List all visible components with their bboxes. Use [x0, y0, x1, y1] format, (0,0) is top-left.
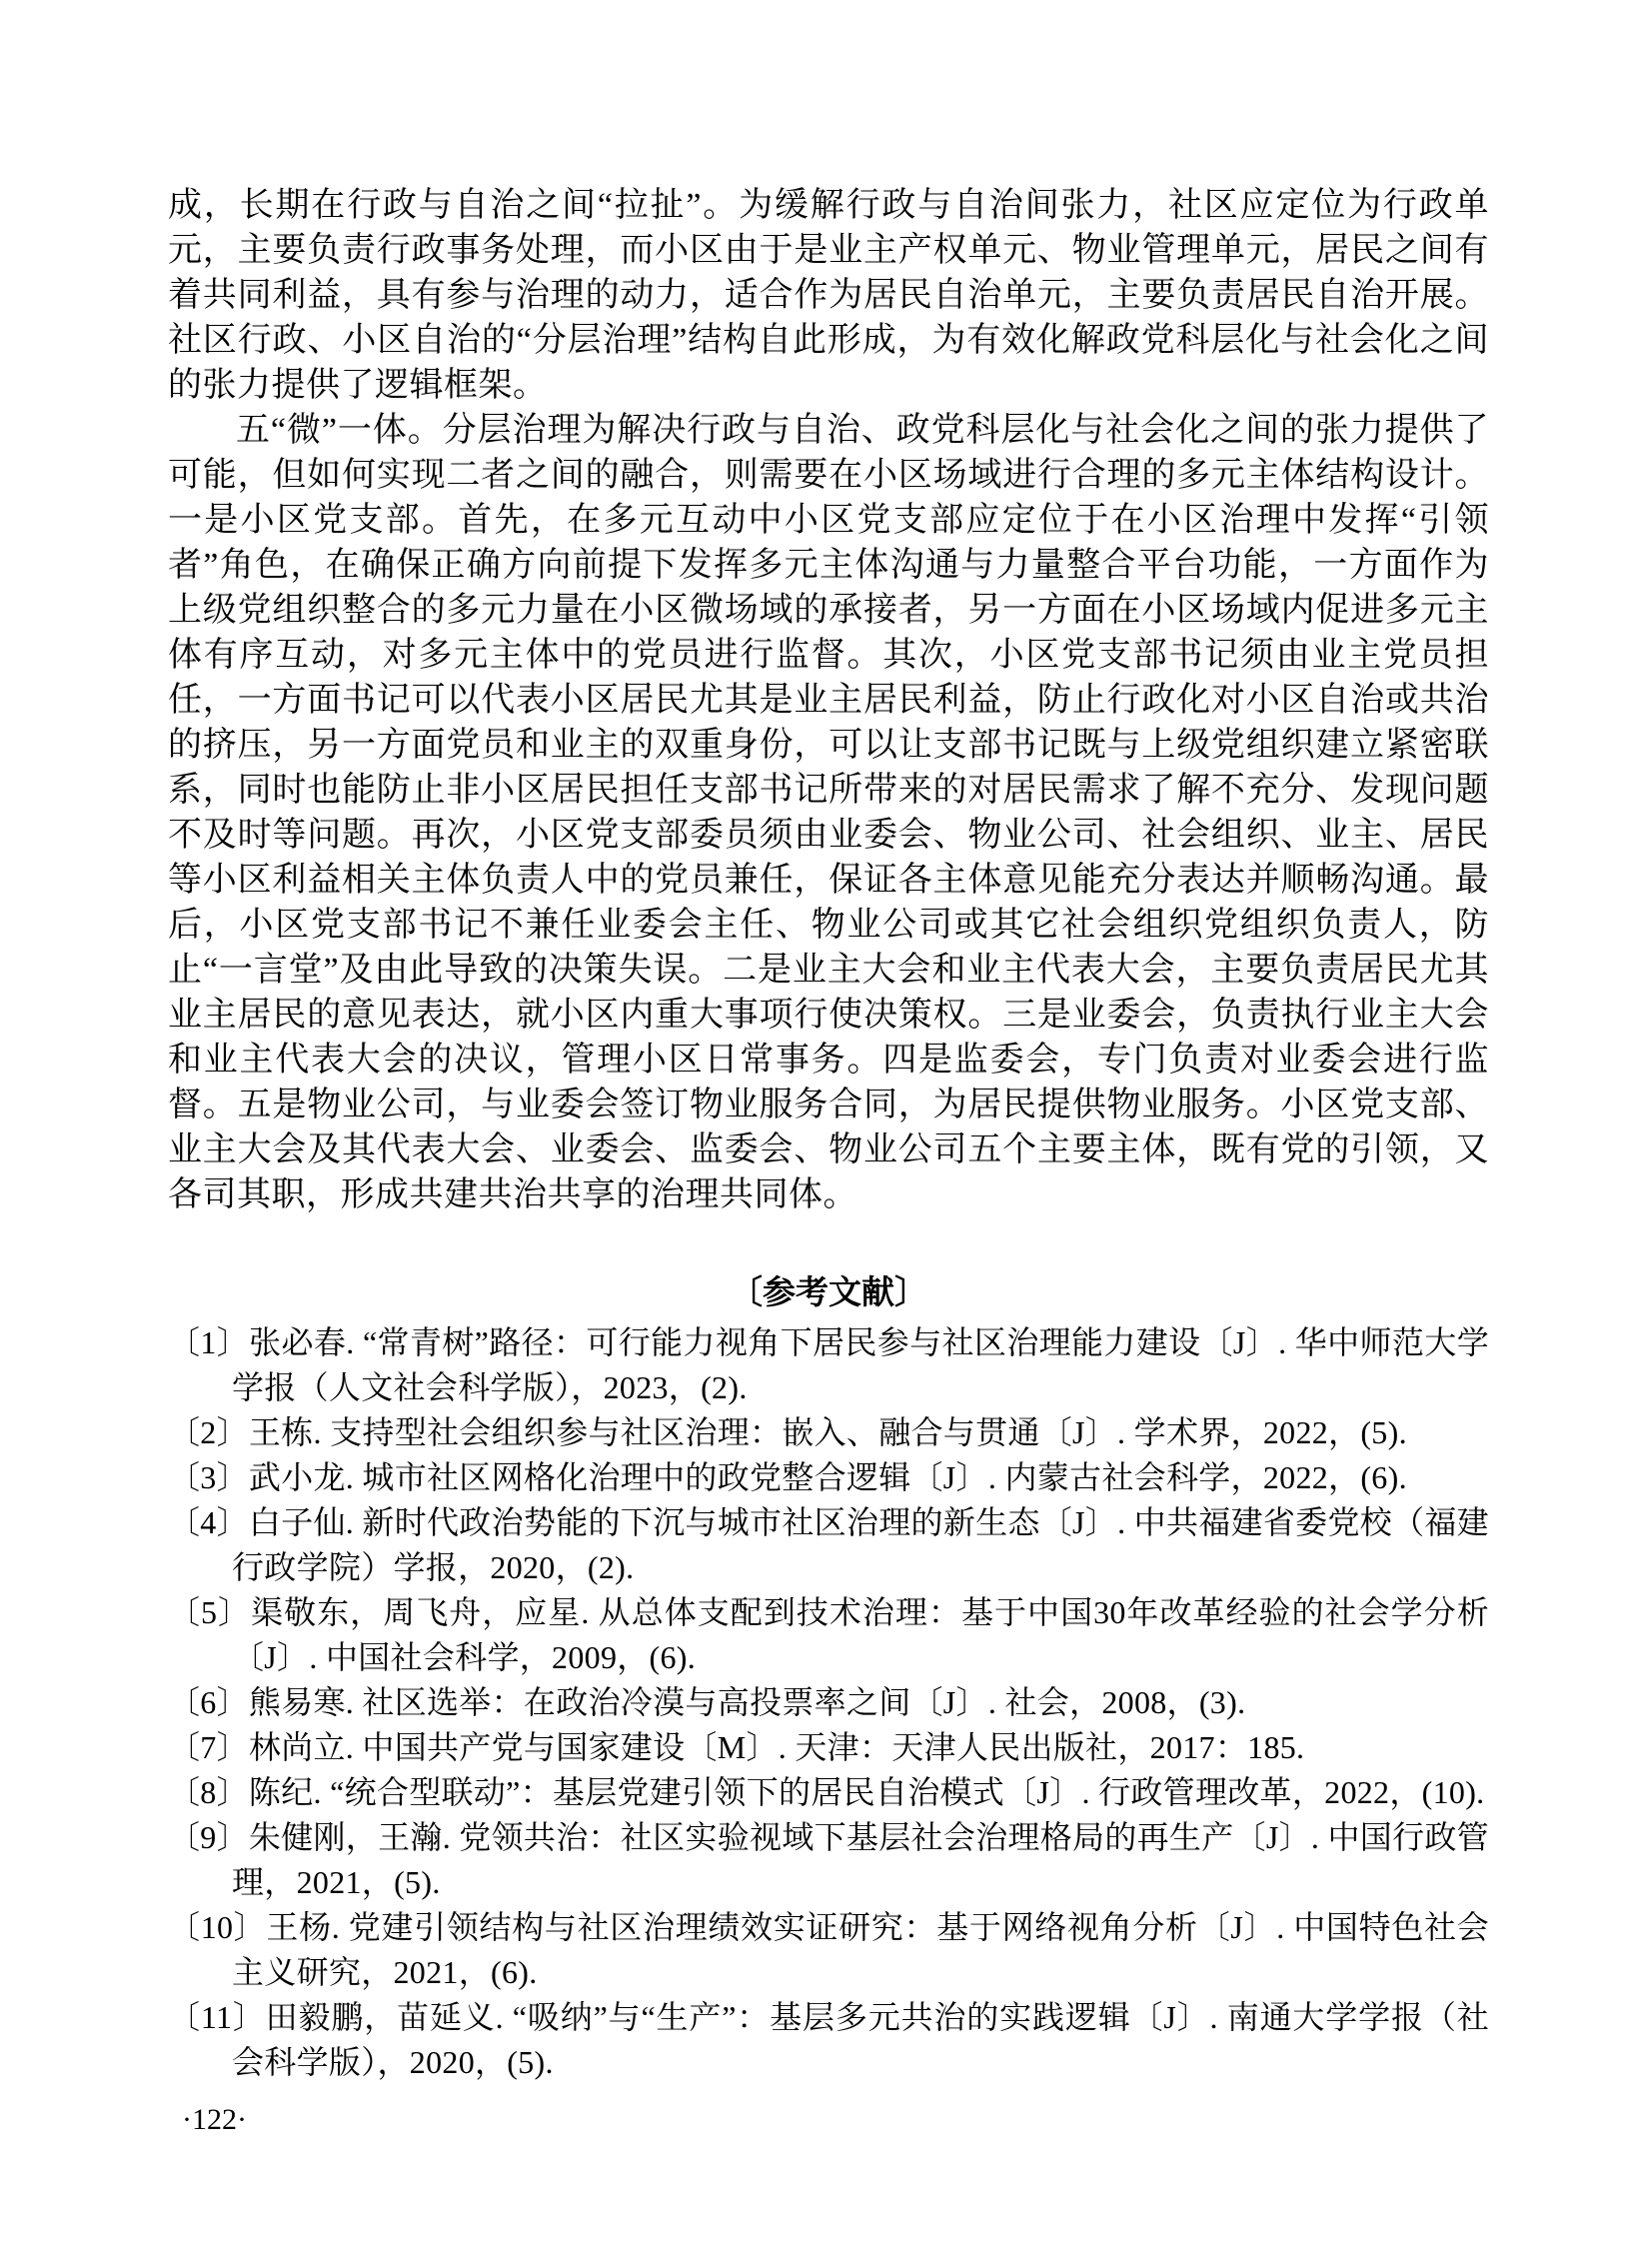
reference-item: 〔7〕林尚立. 中国共产党与国家建设〔M〕. 天津：天津人民出版社，2017：185. [168, 1729, 1305, 1765]
body-paragraph-continued: 成，长期在行政与自治之间“拉扯”。为缓解行政与自治间张力，社区应定位为行政单元，主要负责行政事务处理，而小区由于是业主产权单元、物业管理单元，居民之间有着共同利益，具有参与治理的动力，适合作为居民自治单元，主要负责居民自治开展。社区行政、小区自治的“分层治理”结构自此形成，为有效化解政党科层化与社会化之间的张力提供了逻辑框架。 [168, 187, 1489, 404]
reference-item: 〔2〕王栋. 支持型社会组织参与社区治理：嵌入、融合与贯通〔J〕. 学术界，2022，(5). [168, 1414, 1407, 1450]
reference-item: 〔1〕张必春. “常青树”路径：可行能力视角下居民参与社区治理能力建设〔J〕. 华中师范大学学报（人文社会科学版），2023，(2). [168, 1324, 1489, 1405]
references-title: 〔参考文献〕 [730, 1273, 927, 1310]
reference-item: 〔9〕朱健刚，王瀚. 党领共治：社区实验视域下基层社会治理格局的再生产〔J〕. 中国行政管理，2021，(5). [168, 1819, 1489, 1900]
reference-item: 〔5〕渠敬东，周飞舟，应星. 从总体支配到技术治理：基于中国30年改革经验的社会学分析〔J〕. 中国社会科学，2009，(6). [168, 1594, 1489, 1675]
reference-item: 〔6〕熊易寒. 社区选举：在政治冷漠与高投票率之间〔J〕. 社会，2008，(3). [168, 1684, 1246, 1720]
reference-item: 〔4〕白子仙. 新时代政治势能的下沉与城市社区治理的新生态〔J〕. 中共福建省委党校（福建行政学院）学报，2020，(2). [168, 1504, 1489, 1585]
reference-item: 〔11〕田毅鹏，苗延义. “吸纳”与“生产”：基层多元共治的实践逻辑〔J〕. 南通大学学报（社会科学版），2020，(5). [168, 1999, 1489, 2080]
reference-item: 〔10〕王杨. 党建引领结构与社区治理绩效实证研究：基于网络视角分析〔J〕. 中国特色社会主义研究，2021，(6). [168, 1909, 1489, 1990]
page-content [168, 183, 1489, 2141]
references-list [168, 1320, 1489, 2085]
reference-item: 〔3〕武小龙. 城市社区网格化治理中的政党整合逻辑〔J〕. 内蒙古社会科学，2022，(6). [168, 1459, 1407, 1495]
page-number: ·122· [182, 2103, 247, 2136]
body-paragraph-wuwei-yiti: 五“微”一体。分层治理为解决行政与自治、政党科层化与社会化之间的张力提供了可能，但如何实现二者之间的融合，则需要在小区场域进行合理的多元主体结构设计。一是小区党支部。首先，在多元互动中小区党支部应定位于在小区治理中发挥“引领者”角色，在确保正确方向前提下发挥多元主体沟通与力量整合平台功能，一方面作为上级党组织整合的多元力量在小区微场域的承接者，另一方面在小区场域内促进多元主体有序互动，对多元主体中的党员进行监督。其次，小区党支部书记须由业主党员担任，一方面书记可以代表小区居民尤其是业主居民利益，防止行政化对小区自治或共治的挤压，另一方面党员和业主的双重身份，可以让支部书记既与上级党组织建立紧密联系，同时也能防止非小区居民担任支部书记所带来的对居民需求了解不充分、发现问题不及时等问题。再次，小区党支部委员须由业委会、物业公司、社会组织、业主、居民等小区利益相关主体负责人中的党员兼任，保证各主体意见能充分表达并顺畅沟通。最后，小区党支部书记不兼任业委会主任、物业公司或其它社会组织党组织负责人，防止“一言堂”及由此导致的决策失误。二是业主大会和业主代表大会，主要负责居民尤其业主居民的意见表达，就小区内重大事项行使决策权。三是业委会，负责执行业主大会和业主代表大会的决议，管理小区日常事务。四是监委会，专门负责对业委会进行监督。五是物业公司，与业委会签订物业服务合同，为居民提供物业服务。小区党支部、业主大会及其代表大会、业委会、监委会、物业公司五个主要主体，既有党的引领，又各司其职，形成共建共治共享的治理共同体。 [168, 412, 1489, 1213]
reference-item: 〔8〕陈纪. “统合型联动”：基层党建引领下的居民自治模式〔J〕. 行政管理改革，2022，(10). [168, 1774, 1485, 1810]
